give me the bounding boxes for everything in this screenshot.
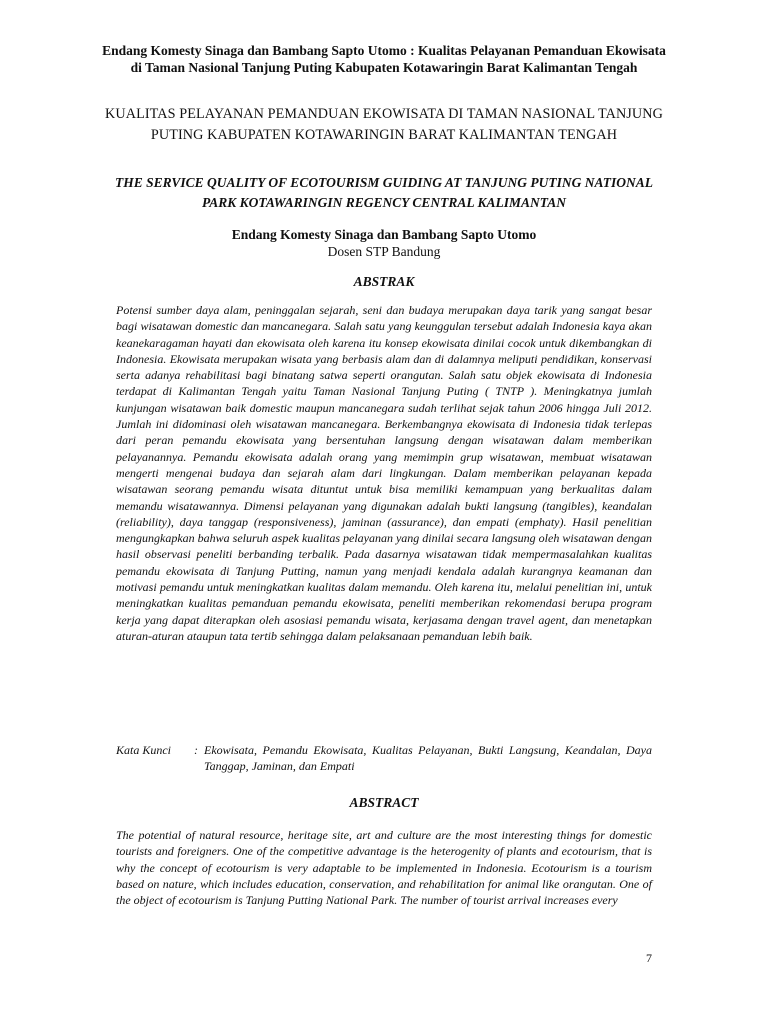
paper-title-indonesian: KUALITAS PELAYANAN PEMANDUAN EKOWISATA DI TAMAN NASIONAL TANJUNG PUTING KABUPATEN KOTAWARINGIN BARAT KALIMANTAN TENGAH <box>105 106 663 143</box>
page-number: 7 <box>646 951 652 965</box>
author-affiliation: Dosen STP Bandung <box>327 244 441 259</box>
author-names: Endang Komesty Sinaga dan Bambang Sapto Utomo <box>231 227 537 242</box>
abstrak-body: Potensi sumber daya alam, peninggalan sejarah, seni dan budaya merupakan daya tarik yang sangat besar bagi wisatawan domestic dan mancanegara. Salah satu yang keunggulan tersebut adalah Indonesia kaya akan keanekaragaman hayati dan ekowisata oleh karena itu konsep ekowisata dinilai cocok untuk dikembangkan di Indonesia. Ekowisata merupakan wisata yang berbasis alam dan di dalamnya meliputi pendidikan, konservasi serta adanya rehabilitasi bagi binatang satwa seperti orangutan. Salah satu objek ekowisata di Indonesia terdapat di Kalimantan Tengah yaitu Taman Nasional Tanjung Puting ( TNTP ). Meningkatnya jumlah kunjungan wisatawan baik domestic maupun mancanegara sudah terlihat sejak tahun 2006 hingga Juli 2012. Jumlah ini didominasi oleh wisatawan mancanegara. Berkembangnya ekowisata di Indonesia tidak terlepas dari peran pemandu ekowisata yang bersentuhan langsung dengan wisatawan dalam memberikan pelayanannya. Pemandu ekowisata adalah orang yang memimpin grup wisatawan, membuat wisatawan mengerti mengenai budaya dan sejarah alam dari lingkungan. Dalam memberikan pelayanan kepada wisatawan seorang pemandu wisata dituntut untuk bisa memiliki kemampuan yang berkualitas dalam memandu wisatawannya. Dimensi pelayanan yang digunakan adalah bukti langsung (tangibles), keandalan (reliability), daya tanggap (responsiveness), jaminan (assurance), dan empati (emphaty). Hasil penelitian mengungkapkan bahwa seluruh aspek kualitas pelayanan yang dinilai secara langsung oleh wisatawan dengan hasil observasi peneliti berbanding terbalik. Pada dasarnya wisatawan tidak mempermasalahkan kualitas pemandu ekowisata di Tanjung Putting, namun yang menjadi kendala adalah kurangnya keamanan dan motivasi pemandu untuk meningkatkan kualitas dalam memandu. Oleh karena itu, melalui penelitian ini, untuk meningkatkan kualitas pemanduan pemandu ekowisata, peneliti memberikan rekomendasi berupa program kerja yang dapat diterapkan oleh asosiasi pemandu wisata, kerjasama dengan travel agent, dan menetapkan aturan-aturan ataupun tata tertib sehingga dalam pelaksanaan pemanduan lebih baik. <box>116 303 652 643</box>
keywords-value: Ekowisata, Pemandu Ekowisata, Kualitas Pelayanan, Bukti Langsung, Keandalan, Daya Tanggap, Jaminan, dan Empati <box>204 743 652 774</box>
running-header: Endang Komesty Sinaga dan Bambang Sapto Utomo : Kualitas Pelayanan Pemanduan Ekowisata di Taman Nasional Tanjung Puting Kabupaten Kotawaringin Barat Kalimantan Tengah <box>102 43 666 75</box>
abstrak-heading: ABSTRAK <box>353 274 415 289</box>
keywords-block <box>116 742 652 775</box>
keywords-label: Kata Kunci <box>116 743 172 757</box>
abstract-heading: ABSTRACT <box>349 795 419 810</box>
keywords-separator: : <box>194 743 198 757</box>
paper-title-english: THE SERVICE QUALITY OF ECOTOURISM GUIDING AT TANJUNG PUTING NATIONAL PARK KOTAWARINGIN REGENCY CENTRAL KALIMANTAN <box>115 175 653 210</box>
abstract-body: The potential of natural resource, heritage site, art and culture are the most interesting things for domestic tourists and foreigners. One of the competitive advantage is the heterogenity of plants and ecotourism, that is why the concept of ecotourism is very adaptable to be implemented in Indonesia. Ecotourism is a tourism based on nature, which includes education, conservation, and rehabilitation for animal like orangutan. One of the object of ecotourism is Tanjung Putting National Park. The number of tourist arrival increases every <box>116 828 652 908</box>
